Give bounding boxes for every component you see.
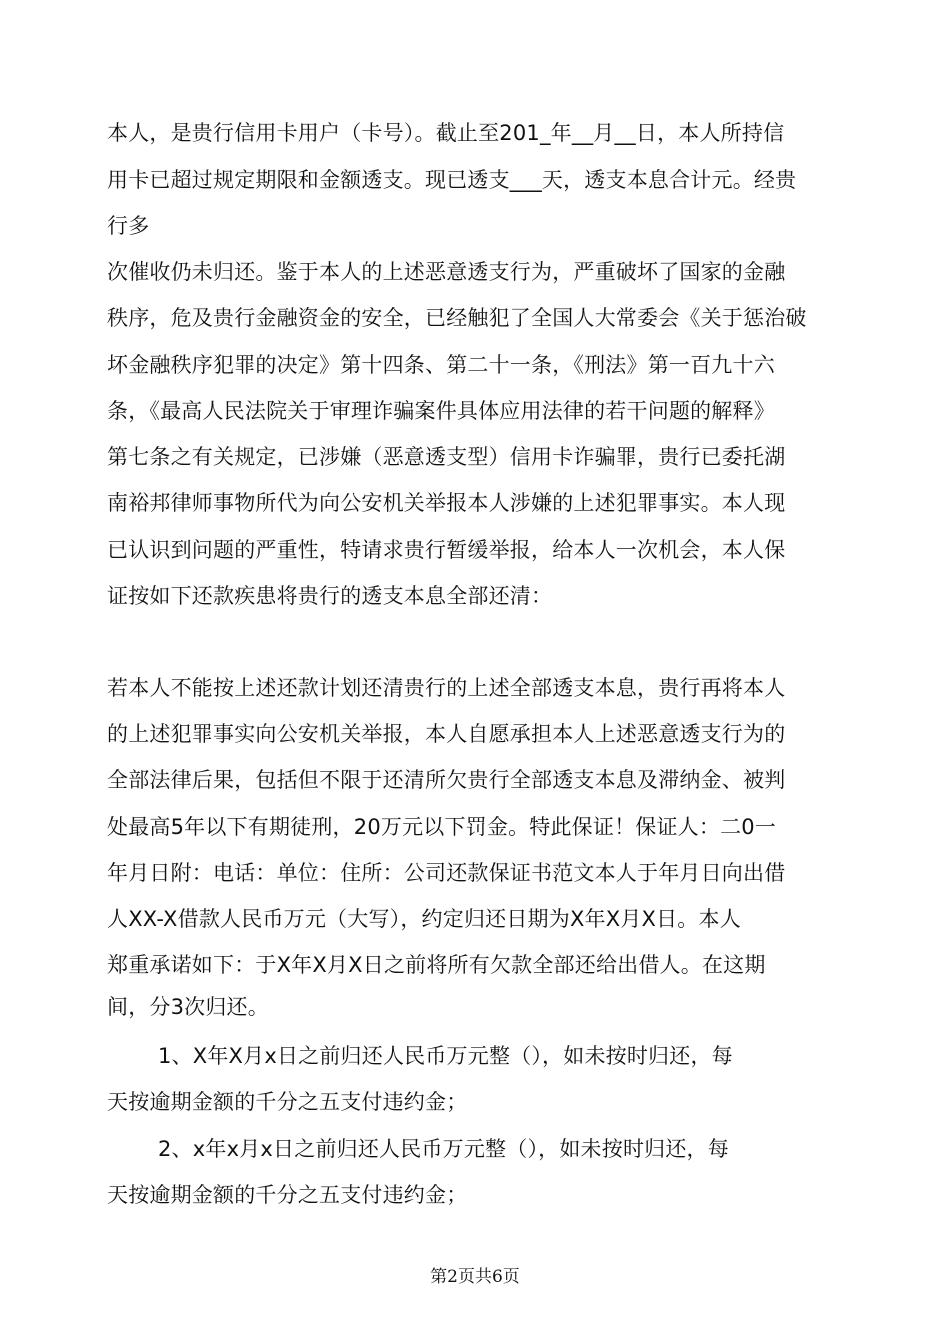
paragraph-line: 行多 <box>107 214 150 238</box>
paragraph-line: 用卡已超过规定期限和金额透支。现已透支___天，透支本息合计元。经贵 <box>107 168 797 192</box>
paragraph-line: 人XX-X借款人民币万元（大写），约定归还日期为X年X月X日。本人 <box>107 907 741 931</box>
paragraph-line: 处最高5年以下有期徒刑，20万元以下罚金。特此保证！保证人：二0一 <box>107 815 777 839</box>
paragraph-line: 间，分3次归还。 <box>107 995 269 1019</box>
paragraph-line: 第七条之有关规定，已涉嫌（恶意透支型）信用卡诈骗罪，贵行已委托湖 <box>107 445 786 469</box>
page-number: 第2页共6页 <box>430 1267 520 1287</box>
list-item-line: 2、x年x月x日之前归还人民币万元整（），如未按时归还，每 <box>158 1137 729 1161</box>
paragraph-line: 年月日附：电话：单位：住所：公司还款保证书范文本人于年月日向出借 <box>107 861 786 885</box>
paragraph-line: 秩序，危及贵行金融资金的安全，已经触犯了全国人大常委会《关于惩治破 <box>107 306 807 330</box>
paragraph-line: 坏金融秩序犯罪的决定》第十四条、第二十一条，《刑法》第一百九十六 <box>107 353 775 377</box>
list-item-line: 天按逾期金额的千分之五支付违约金； <box>107 1183 468 1207</box>
paragraph-line: 全部法律后果，包括但不限于还清所欠贵行全部透支本息及滞纳金、被判 <box>107 768 786 792</box>
paragraph-line: 条，《最高人民法院关于审理诈骗案件具体应用法律的若干问题的解释》 <box>107 399 775 423</box>
paragraph-line: 南裕邦律师事物所代为向公安机关举报本人涉嫌的上述犯罪事实。本人现 <box>107 491 786 515</box>
list-item-line: 天按逾期金额的千分之五支付违约金； <box>107 1090 468 1114</box>
paragraph-line: 的上述犯罪事实向公安机关举报，本人自愿承担本人上述恶意透支行为的 <box>107 722 786 746</box>
paragraph-line: 若本人不能按上述还款计划还清贵行的上述全部透支本息，贵行再将本人 <box>107 676 786 700</box>
paragraph-line: 证按如下还款疾患将贵行的透支本息全部还清： <box>107 584 553 608</box>
paragraph-line: 已认识到问题的严重性，特请求贵行暂缓举报，给本人一次机会，本人保 <box>107 538 786 562</box>
paragraph-line: 本人，是贵行信用卡用户（卡号）。截止至201_年__月__日，本人所持信 <box>107 121 785 145</box>
paragraph-line: 郑重承诺如下：于X年X月X日之前将所有欠款全部还给出借人。在这期 <box>107 953 766 977</box>
list-item-line: 1、X年X月x日之前归还人民币万元整（），如未按时归还，每 <box>158 1044 733 1068</box>
paragraph-line: 次催收仍未归还。鉴于本人的上述恶意透支行为，严重破坏了国家的金融 <box>107 260 786 284</box>
